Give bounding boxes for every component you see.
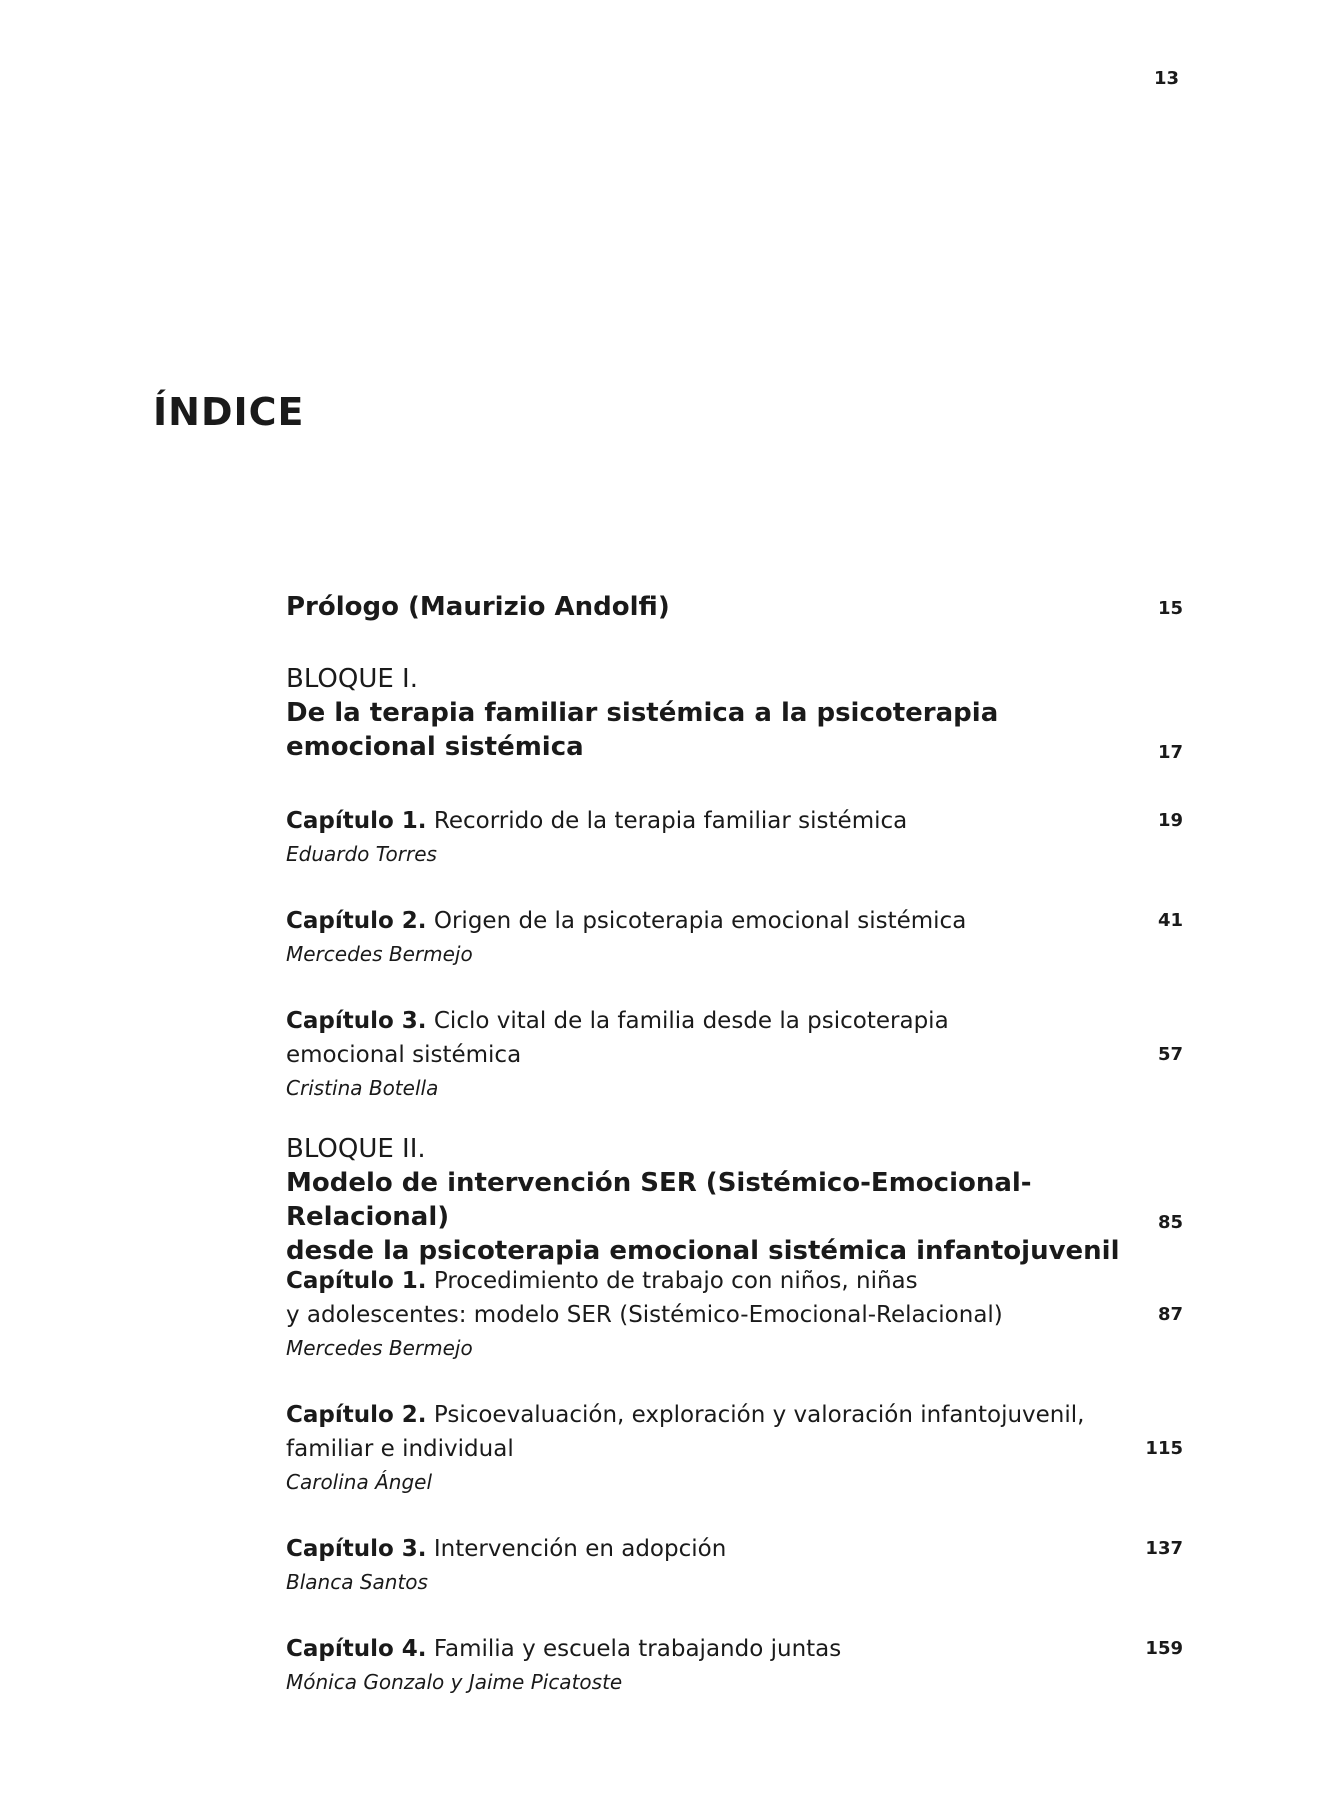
chapter-title-line: emocional sistémica [286,1042,522,1068]
page-number: 13 [1153,68,1179,89]
toc-chapter[interactable] [286,1264,1183,1398]
page-ref: 87 [1157,1304,1183,1325]
page-ref: 41 [1157,910,1183,931]
toc-block-2[interactable] [286,1132,1183,1264]
chapter-author: Mercedes Bermejo [286,1336,473,1360]
chapter-title: Recorrido de la terapia familiar sistémica [433,808,908,834]
page-ref: 85 [1157,1212,1183,1233]
chapter-author: Mercedes Bermejo [286,942,473,966]
page-title: ÍNDICE [153,390,305,434]
page-ref: 19 [1157,810,1183,831]
block-heading: BLOQUE II. [286,1134,426,1164]
chapter-author: Mónica Gonzalo y Jaime Picatoste [286,1670,623,1694]
chapter-label: Capítulo 2. [286,908,427,934]
toc-chapter[interactable] [286,1632,1183,1712]
chapter-author: Cristina Botella [286,1076,439,1100]
block-title-line: desde la psicoterapia emocional sistémica infantojuvenil [286,1236,1120,1266]
chapter-label: Capítulo 1. [286,1268,427,1294]
chapter-title: Ciclo vital de la familia desde la psicoterapia [433,1008,949,1034]
toc-chapter[interactable] [286,1004,1183,1132]
chapter-label: Capítulo 3. [286,1008,427,1034]
toc-chapter[interactable] [286,1398,1183,1532]
block-heading: BLOQUE I. [286,664,418,694]
page-ref: 159 [1145,1638,1183,1659]
page-ref: 57 [1157,1044,1183,1065]
prologue-title: Prólogo (Maurizio Andolfi) [286,592,670,622]
page-ref: 115 [1145,1438,1183,1459]
chapter-title: Psicoevaluación, exploración y valoración infantojuvenil, [433,1402,1085,1428]
block-title-line: De la terapia familiar sistémica a la psicoterapia [286,698,999,728]
toc-chapter[interactable] [286,904,1183,1004]
page-ref: 17 [1157,742,1183,763]
block-title-line: Modelo de intervención SER (Sistémico-Emocional-Relacional) [286,1168,1032,1232]
chapter-label: Capítulo 4. [286,1636,427,1662]
chapter-author: Eduardo Torres [286,842,437,866]
chapter-title-line: y adolescentes: modelo SER (Sistémico-Emocional-Relacional) [286,1302,1003,1328]
toc-chapter[interactable] [286,1532,1183,1632]
chapter-title: Familia y escuela trabajando juntas [433,1636,842,1662]
chapter-title: Intervención en adopción [433,1536,727,1562]
toc-block-1[interactable] [286,662,1183,772]
toc-chapter[interactable] [286,804,1183,904]
chapter-label: Capítulo 2. [286,1402,427,1428]
chapter-title-line: familiar e individual [286,1436,514,1462]
chapter-label: Capítulo 1. [286,808,427,834]
chapter-author: Carolina Ángel [286,1470,432,1494]
chapter-title: Procedimiento de trabajo con niños, niñas [433,1268,918,1294]
page-ref: 137 [1145,1538,1183,1559]
page-ref: 15 [1157,598,1183,619]
block-title-line: emocional sistémica [286,732,584,762]
toc-entry-prologue[interactable] [286,590,1183,662]
table-of-contents [286,590,1183,1712]
chapter-author: Blanca Santos [286,1570,428,1594]
chapter-title: Origen de la psicoterapia emocional sistémica [433,908,967,934]
chapter-label: Capítulo 3. [286,1536,427,1562]
